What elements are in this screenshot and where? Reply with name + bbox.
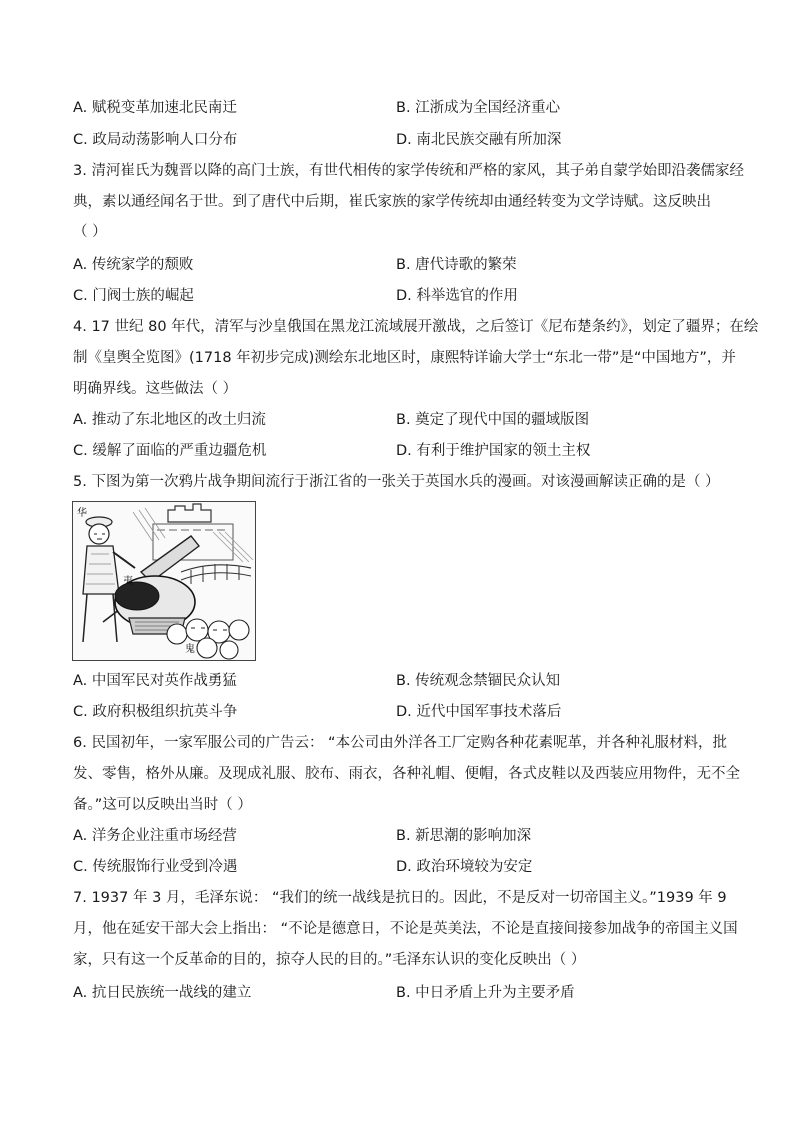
q2-option-b: B. 江浙成为全国经济重心 bbox=[396, 100, 561, 116]
q7-stem-line-2: 月，他在延安干部大会上指出： “不论是德意日，不论是英美法，不论是直接间接参加战争的帝国主义国 bbox=[73, 921, 738, 937]
q7-stem-line-3: 家，只有这一个反革命的目的，掠夺人民的目的。”毛泽东认识的变化反映出（ ） bbox=[73, 952, 586, 968]
q5-option-b: B. 传统观念禁锢民众认知 bbox=[396, 673, 561, 689]
q6-option-b: B. 新思潮的影响加深 bbox=[396, 828, 532, 844]
q2-option-a: A. 赋税变革加速北民南迁 bbox=[73, 100, 237, 116]
q3-stem-line-3: （ ） bbox=[73, 224, 107, 240]
q5-option-a: A. 中国军民对英作战勇猛 bbox=[73, 673, 237, 689]
q6-option-a: A. 洋务企业注重市场经营 bbox=[73, 828, 237, 844]
cartoon-figure bbox=[72, 501, 256, 661]
cartoon-caption-1: 华 bbox=[77, 508, 87, 519]
q3-stem-line-2: 典，素以通经闻名于世。到了唐代中后期，崔氏家族的家学传统却由通经转变为文学诗赋。这反映出 bbox=[73, 194, 711, 210]
q6-stem-line-1: 6. 民国初年，一家军服公司的广告云： “本公司由外洋各工厂定购各种花素呢革，并各种礼服材料，批 bbox=[73, 735, 728, 751]
q3-option-b: B. 唐代诗歌的繁荣 bbox=[396, 257, 517, 273]
q3-stem-line-1: 3. 清河崔氏为魏晋以降的高门士族，有世代相传的家学传统和严格的家风，其子弟自蒙学始即沿袭儒家经 bbox=[73, 163, 744, 179]
q6-option-d: D. 政治环境较为安定 bbox=[396, 859, 533, 875]
q3-option-d: D. 科举选官的作用 bbox=[396, 288, 518, 304]
q4-option-a: A. 推动了东北地区的改土归流 bbox=[73, 412, 266, 428]
q5-option-d: D. 近代中国军事技术落后 bbox=[396, 704, 562, 720]
q3-option-a: A. 传统家学的颓败 bbox=[73, 257, 194, 273]
q4-option-d: D. 有利于维护国家的领土主权 bbox=[396, 443, 591, 459]
q7-option-b: B. 中日矛盾上升为主要矛盾 bbox=[396, 985, 575, 1001]
q6-stem-line-3: 备。”这可以反映出当时（ ） bbox=[73, 797, 252, 813]
q6-option-c: C. 传统服饰行业受到冷遇 bbox=[73, 859, 238, 875]
q4-option-b: B. 奠定了现代中国的疆域版图 bbox=[396, 412, 590, 428]
q4-stem-line-1: 4. 17 世纪 80 年代，清军与沙皇俄国在黑龙江流域展开激战，之后签订《尼布楚条约》，划定了疆界；在绘 bbox=[73, 319, 759, 335]
q4-stem-line-2: 制《皇舆全览图》(1718 年初步完成)测绘东北地区时，康熙特详谕大学士“东北一带”是“中国地方”，并 bbox=[73, 350, 736, 366]
q5-option-c: C. 政府积极组织抗英斗争 bbox=[73, 704, 238, 720]
q2-option-c: C. 政局动荡影响人口分布 bbox=[73, 132, 238, 148]
cartoon-illustration bbox=[73, 502, 255, 660]
q7-stem-line-1: 7. 1937 年 3 月，毛泽东说： “我们的统一战线是抗日的。因此，不是反对一切帝国主义。”1939 年 9 bbox=[73, 890, 727, 906]
cartoon-caption-2: 夷 bbox=[123, 576, 133, 587]
q4-option-c: C. 缓解了面临的严重边疆危机 bbox=[73, 443, 267, 459]
q2-option-d: D. 南北民族交融有所加深 bbox=[396, 132, 562, 148]
q3-option-c: C. 门阀士族的崛起 bbox=[73, 288, 194, 304]
q5-stem-line-1: 5. 下图为第一次鸦片战争期间流行于浙江省的一张关于英国水兵的漫画。对该漫画解读正确的是（ ） bbox=[73, 474, 720, 490]
cartoon-caption-3: 鬼 bbox=[185, 644, 195, 655]
q6-stem-line-2: 发、零售，格外从廉。及现成礼服、胶布、雨衣，各种礼帽、便帽，各式皮鞋以及西装应用物件，无不全 bbox=[73, 766, 740, 782]
q7-option-a: A. 抗日民族统一战线的建立 bbox=[73, 985, 252, 1001]
q4-stem-line-3: 明确界线。这些做法（ ） bbox=[73, 381, 238, 397]
